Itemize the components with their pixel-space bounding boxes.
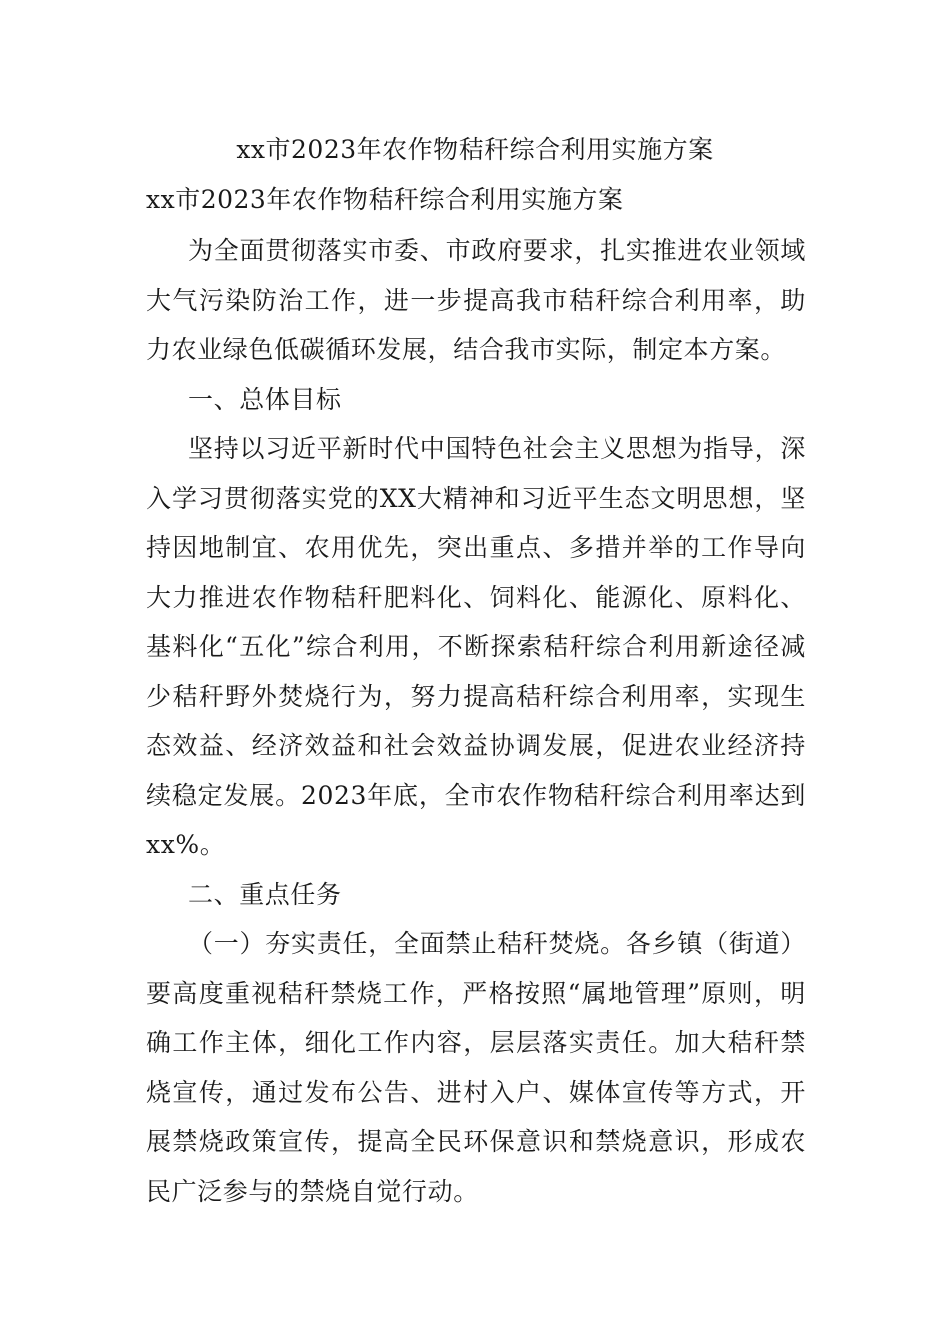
section-heading-goals: 一、总体目标 — [188, 384, 342, 414]
section-heading-tasks: 二、重点任务 — [188, 879, 342, 909]
goals-paragraph: 坚持以习近平新时代中国特色社会主义思想为指导，深入学习贯彻落实党的XX大精神和习近平生态文明思想，坚持因地制宜、农用优先，突出重点、多措并举的工作导向大力推进农作物秸秆肥料化、饲料化、能源化、原料化、基料化“五化”综合利用，不断探索秸秆综合利用新途径减少秸秆野外焚烧行为，努力提高秸秆综合利用率，实现生态效益、经济效益和社会效益协调发展，促进农业经济持续稳定发展。2023年底，全市农作物秸秆综合利用率达到xx%。 — [146, 434, 806, 859]
document-body — [146, 226, 806, 1216]
document-title: xx市2023年农作物秸秆综合利用实施方案 — [236, 135, 714, 164]
task-paragraph-1: （一）夯实责任，全面禁止秸秆焚烧。各乡镇（街道）要高度重视秸秆禁烧工作，严格按照“属地管理”原则，明确工作主体，细化工作内容，层层落实责任。加大秸秆禁烧宣传，通过发布公告、进村入户、媒体宣传等方式，开展禁烧政策宣传，提高全民环保意识和禁烧意识，形成农民广泛参与的禁烧自觉行动。 — [146, 929, 806, 1206]
intro-paragraph: 为全面贯彻落实市委、市政府要求，扎实推进农业领域大气污染防治工作，进一步提高我市秸秆综合利用率，助力农业绿色低碳循环发展，结合我市实际，制定本方案。 — [146, 236, 806, 364]
document-subtitle: xx市2023年农作物秸秆综合利用实施方案 — [146, 185, 624, 214]
